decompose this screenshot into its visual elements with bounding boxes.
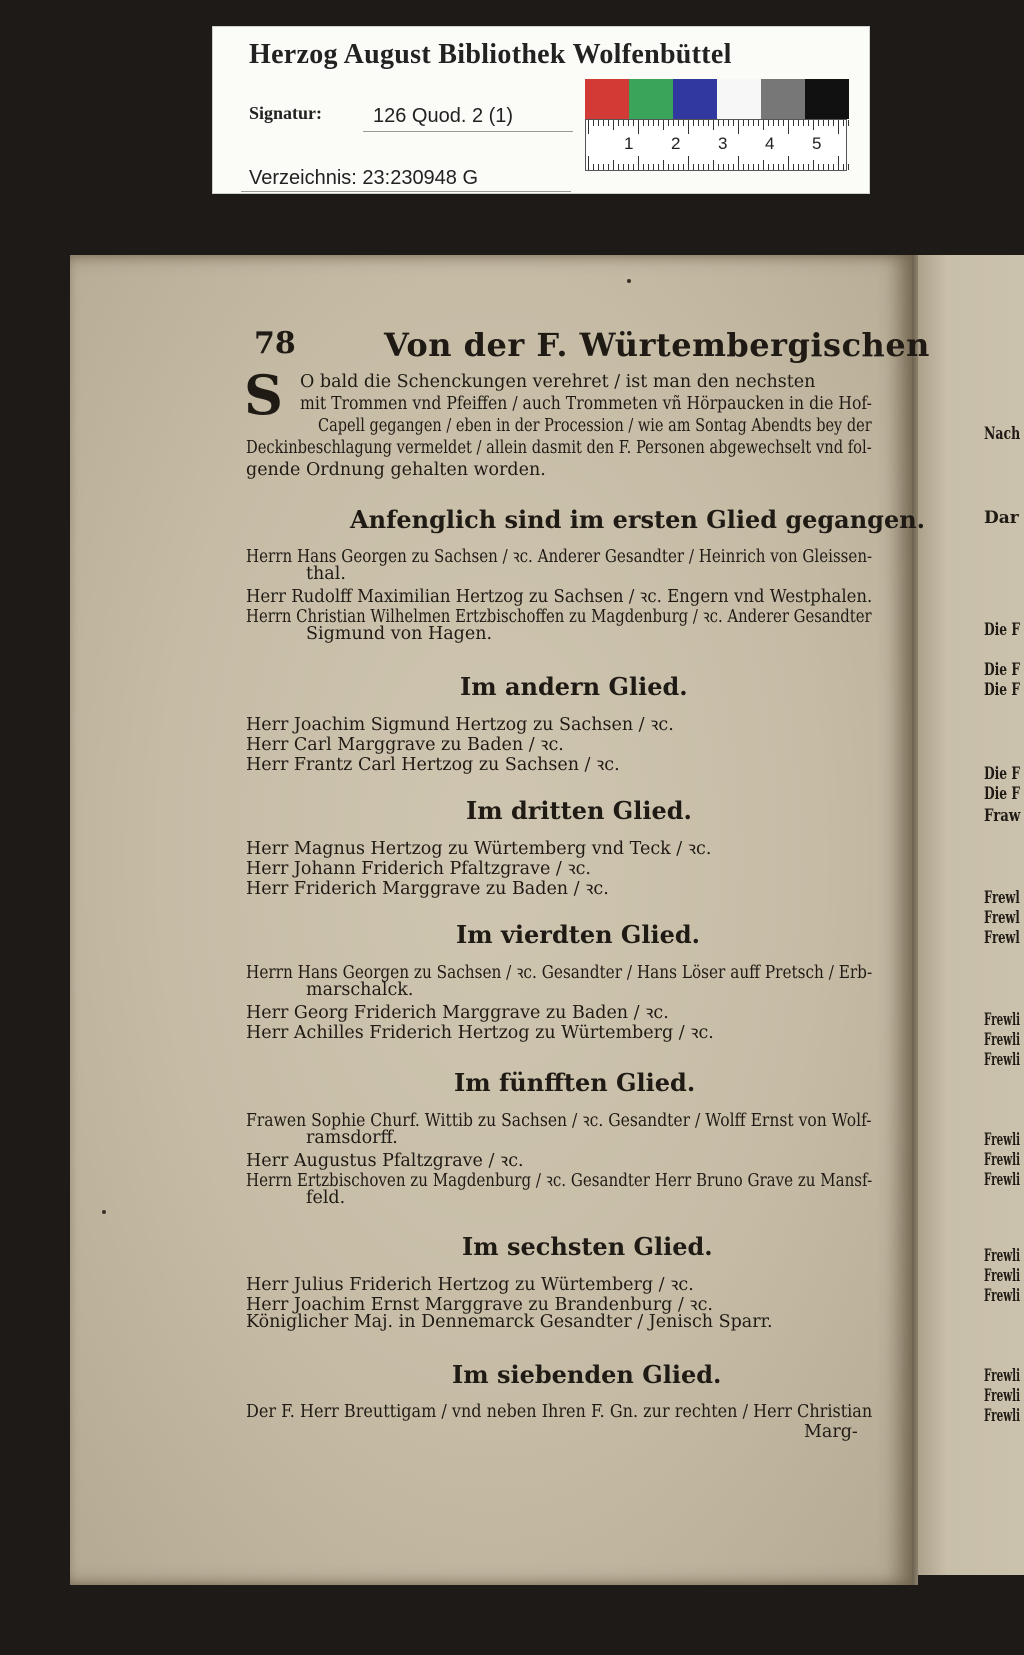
right-page-fragment: Die F bbox=[984, 620, 1021, 640]
right-page-fragment: Frewli bbox=[984, 1030, 1021, 1050]
ruler-tick bbox=[603, 120, 604, 126]
right-page-fragment: Frewli bbox=[984, 1266, 1021, 1286]
ruler-tick bbox=[608, 164, 609, 170]
right-page-fragment: Frewli bbox=[984, 1010, 1021, 1030]
right-page-fragment: Die F bbox=[984, 680, 1021, 700]
ruler-tick bbox=[658, 164, 659, 170]
ruler-tick bbox=[673, 120, 674, 126]
signatur-label: Signatur: bbox=[249, 103, 323, 123]
ruler-tick bbox=[638, 120, 639, 134]
ruler-tick bbox=[588, 156, 589, 170]
ruler-tick bbox=[738, 120, 739, 134]
ruler-tick bbox=[743, 164, 744, 170]
ruler-tick bbox=[648, 164, 649, 170]
ruler-tick bbox=[643, 120, 644, 126]
right-page-fragment: Frewl bbox=[984, 908, 1020, 928]
ruler-tick bbox=[593, 164, 594, 170]
ruler-tick bbox=[728, 164, 729, 170]
ruler-tick bbox=[788, 120, 789, 134]
ruler-tick bbox=[613, 160, 614, 170]
ruler-tick bbox=[588, 120, 589, 134]
color-swatch bbox=[717, 79, 761, 119]
ruler-tick bbox=[808, 164, 809, 170]
ruler-tick bbox=[763, 120, 764, 130]
ruler-tick bbox=[768, 164, 769, 170]
ruler-tick bbox=[703, 164, 704, 170]
ruler-tick bbox=[608, 120, 609, 126]
ruler-tick bbox=[758, 120, 759, 126]
color-swatch bbox=[761, 79, 805, 119]
ruler-tick bbox=[848, 120, 849, 126]
right-page-fragment: Frewli bbox=[984, 1050, 1021, 1070]
right-page-fragment: Frewli bbox=[984, 1170, 1021, 1190]
procession-entry: Herr Augustus Pfaltzgrave / ꝛc. bbox=[246, 1151, 524, 1171]
ruler-tick bbox=[643, 164, 644, 170]
ruler-number: 3 bbox=[718, 134, 728, 153]
ruler-tick bbox=[718, 120, 719, 126]
right-page-fragment: Frewli bbox=[984, 1246, 1021, 1266]
paper-speck bbox=[627, 279, 631, 283]
right-page-fragment: Nach bbox=[984, 424, 1021, 444]
verzeichnis-value: Verzeichnis: 23:230948 G bbox=[249, 167, 479, 189]
ruler-tick bbox=[623, 120, 624, 126]
ruler-tick bbox=[783, 164, 784, 170]
ruler-tick bbox=[708, 120, 709, 126]
procession-entry: Herr Achilles Friderich Hertzog zu Würtemberg / ꝛc. bbox=[246, 1023, 714, 1043]
ruler-tick bbox=[693, 164, 694, 170]
ruler-tick bbox=[668, 164, 669, 170]
right-page-fragment: Die F bbox=[984, 660, 1021, 680]
procession-entry: Marg- bbox=[804, 1422, 858, 1442]
ruler-tick bbox=[748, 120, 749, 126]
section-heading: Im vierdten Glied. bbox=[456, 920, 701, 949]
ruler-tick bbox=[833, 164, 834, 170]
ruler-tick bbox=[638, 156, 639, 170]
color-calibration-chart bbox=[585, 79, 847, 171]
section-heading: Im sechsten Glied. bbox=[462, 1232, 713, 1261]
ruler-number: 4 bbox=[765, 134, 775, 153]
procession-entry: Herr Frantz Carl Hertzog zu Sachsen / ꝛc. bbox=[246, 755, 620, 775]
procession-entry: Der F. Herr Breuttigam / vnd neben Ihren F. Gn. zur rechten / Herr Christian bbox=[246, 1402, 873, 1422]
procession-entry: Herr Joachim Sigmund Hertzog zu Sachsen / ꝛc. bbox=[246, 715, 674, 735]
library-label-card bbox=[212, 26, 870, 194]
intro-line: O bald die Schenckungen verehret / ist man den nechsten bbox=[300, 372, 816, 392]
section-heading: Im fünfften Glied. bbox=[454, 1068, 696, 1097]
ruler-tick bbox=[633, 164, 634, 170]
ruler-tick bbox=[623, 164, 624, 170]
ruler-tick bbox=[633, 120, 634, 126]
procession-entry: Herrn Hans Georgen zu Sachsen / ꝛc. Anderer Gesandter / Heinrich von Gleissen- bbox=[246, 547, 873, 567]
ruler-tick bbox=[843, 164, 844, 170]
ruler-tick bbox=[713, 160, 714, 170]
procession-entry: Herr Joachim Ernst Marggrave zu Brandenburg / ꝛc. bbox=[246, 1295, 713, 1315]
ruler-tick bbox=[753, 164, 754, 170]
ruler-tick bbox=[688, 120, 689, 134]
ruler-tick bbox=[803, 164, 804, 170]
procession-entry: ramsdorff. bbox=[306, 1128, 398, 1148]
ruler-tick bbox=[793, 120, 794, 126]
ruler-tick bbox=[763, 160, 764, 170]
right-page-fragment: Frewli bbox=[984, 1366, 1021, 1386]
ruler-tick bbox=[733, 164, 734, 170]
right-page-fragment: Frewli bbox=[984, 1150, 1021, 1170]
ruler-tick bbox=[628, 120, 629, 126]
ruler-tick bbox=[598, 120, 599, 126]
ruler-number: 5 bbox=[812, 134, 822, 153]
ruler-tick bbox=[798, 164, 799, 170]
ruler-tick bbox=[833, 120, 834, 126]
right-page-fragment: Die F bbox=[984, 764, 1021, 784]
ruler-tick bbox=[803, 120, 804, 126]
procession-entry: marschalck. bbox=[306, 980, 414, 1000]
ruler-tick bbox=[688, 156, 689, 170]
ruler-tick bbox=[598, 164, 599, 170]
right-page-fragment: Frewl bbox=[984, 888, 1020, 908]
procession-entry: Herr Georg Friderich Marggrave zu Baden / ꝛc. bbox=[246, 1003, 669, 1023]
right-page-fragment: Die F bbox=[984, 784, 1021, 804]
ruler-tick bbox=[698, 164, 699, 170]
ruler-tick bbox=[823, 164, 824, 170]
ruler-tick bbox=[648, 120, 649, 126]
ruler-tick bbox=[838, 156, 839, 170]
ruler-tick bbox=[683, 120, 684, 126]
ruler-tick bbox=[798, 120, 799, 126]
ruler-tick bbox=[618, 164, 619, 170]
ruler-tick bbox=[678, 164, 679, 170]
right-page-fragment: Frewli bbox=[984, 1130, 1021, 1150]
ruler-tick bbox=[788, 156, 789, 170]
procession-entry: Herr Carl Marggrave zu Baden / ꝛc. bbox=[246, 735, 564, 755]
page-number: 78 bbox=[254, 326, 296, 361]
verzeichnis-underline bbox=[241, 191, 571, 192]
ruler-tick bbox=[663, 120, 664, 130]
procession-entry: Herrn Ertzbischoven zu Magdenburg / ꝛc. Gesandter Herr Bruno Grave zu Mansf- bbox=[246, 1171, 873, 1191]
procession-entry: Herr Rudolff Maximilian Hertzog zu Sachsen / ꝛc. Engern vnd Westphalen. bbox=[246, 587, 873, 607]
right-page-fragment: Frewli bbox=[984, 1386, 1021, 1406]
ruler-tick bbox=[753, 120, 754, 126]
intro-line: Capell gegangen / eben in der Procession / wie am Sontag Abendts bey der bbox=[318, 416, 872, 436]
ruler-tick bbox=[673, 164, 674, 170]
ruler-number: 1 bbox=[624, 134, 634, 153]
ruler-tick bbox=[828, 164, 829, 170]
intro-line: Deckinbeschlagung vermeldet / allein dasmit den F. Personen abgewechselt vnd fol- bbox=[246, 438, 872, 458]
ruler-tick bbox=[818, 164, 819, 170]
procession-entry: thal. bbox=[306, 564, 346, 584]
intro-line: mit Trommen vnd Pfeiffen / auch Trommeten vñ Hörpaucken in die Hof- bbox=[300, 394, 872, 414]
procession-entry: feld. bbox=[306, 1188, 346, 1208]
ruler-tick bbox=[843, 120, 844, 126]
scale-ruler bbox=[585, 119, 847, 171]
procession-entry: Herr Friderich Marggrave zu Baden / ꝛc. bbox=[246, 879, 609, 899]
ruler-tick bbox=[748, 164, 749, 170]
procession-entry: Herr Johann Friderich Pfaltzgrave / ꝛc. bbox=[246, 859, 591, 879]
right-page-fragment: Fraw bbox=[984, 806, 1021, 826]
paper-speck bbox=[102, 1210, 106, 1214]
right-page-fragment: Frewli bbox=[984, 1406, 1021, 1426]
ruler-tick bbox=[768, 120, 769, 126]
library-name: Herzog August Bibliothek Wolfenbüttel bbox=[249, 39, 732, 70]
ruler-tick bbox=[613, 120, 614, 130]
color-swatch bbox=[805, 79, 849, 119]
ruler-tick bbox=[848, 164, 849, 170]
procession-entry: Sigmund von Hagen. bbox=[306, 624, 493, 644]
ruler-tick bbox=[728, 120, 729, 126]
ruler-tick bbox=[703, 120, 704, 126]
ruler-tick bbox=[683, 164, 684, 170]
ruler-tick bbox=[818, 120, 819, 126]
ruler-tick bbox=[678, 120, 679, 126]
color-swatch bbox=[673, 79, 717, 119]
ruler-tick bbox=[813, 120, 814, 130]
ruler-tick bbox=[653, 164, 654, 170]
ruler-tick bbox=[658, 120, 659, 126]
ruler-tick bbox=[693, 120, 694, 126]
ruler-tick bbox=[738, 156, 739, 170]
signatur-underline bbox=[363, 131, 573, 132]
ruler-tick bbox=[808, 120, 809, 126]
procession-entry: Königlicher Maj. in Dennemarck Gesandter / Jenisch Sparr. bbox=[246, 1312, 773, 1332]
ruler-number: 2 bbox=[671, 134, 681, 153]
ruler-tick bbox=[713, 120, 714, 130]
ruler-tick bbox=[778, 164, 779, 170]
section-heading: Im andern Glied. bbox=[460, 672, 688, 701]
ruler-tick bbox=[838, 120, 839, 134]
section-heading: Im dritten Glied. bbox=[466, 796, 692, 825]
color-swatch bbox=[629, 79, 673, 119]
ruler-tick bbox=[828, 120, 829, 126]
ruler-tick bbox=[663, 160, 664, 170]
ruler-tick bbox=[758, 164, 759, 170]
right-page-fragment: Dar bbox=[984, 508, 1019, 528]
ruler-tick bbox=[783, 120, 784, 126]
ruler-tick bbox=[743, 120, 744, 126]
ruler-tick bbox=[793, 164, 794, 170]
procession-entry: Frawen Sophie Churf. Wittib zu Sachsen / ꝛc. Gesandter / Wolff Ernst von Wolf- bbox=[246, 1111, 872, 1131]
ruler-tick bbox=[593, 120, 594, 126]
ruler-tick bbox=[823, 120, 824, 126]
right-page-fragment: Frewli bbox=[984, 1286, 1021, 1306]
color-swatch bbox=[585, 79, 629, 119]
procession-entry: Herr Magnus Hertzog zu Würtemberg vnd Teck / ꝛc. bbox=[246, 839, 712, 859]
ruler-tick bbox=[773, 164, 774, 170]
ruler-tick bbox=[718, 164, 719, 170]
ruler-tick bbox=[698, 120, 699, 126]
ruler-tick bbox=[733, 120, 734, 126]
section-heading: Im siebenden Glied. bbox=[452, 1360, 722, 1389]
drop-cap: S bbox=[244, 363, 283, 427]
ruler-tick bbox=[773, 120, 774, 126]
ruler-tick bbox=[723, 164, 724, 170]
ruler-tick bbox=[628, 164, 629, 170]
ruler-tick bbox=[723, 120, 724, 126]
ruler-tick bbox=[708, 164, 709, 170]
ruler-tick bbox=[618, 120, 619, 126]
intro-line: gende Ordnung gehalten worden. bbox=[246, 460, 546, 480]
signatur-value: 126 Quod. 2 (1) bbox=[373, 105, 514, 127]
ruler-tick bbox=[778, 120, 779, 126]
ruler-tick bbox=[603, 164, 604, 170]
ruler-tick bbox=[813, 160, 814, 170]
right-page-fragment: Frewl bbox=[984, 928, 1020, 948]
procession-entry: Herrn Hans Georgen zu Sachsen / ꝛc. Gesandter / Hans Löser auff Pretsch / Erb- bbox=[246, 963, 873, 983]
procession-entry: Herrn Christian Wilhelmen Ertzbischoffen zu Magdenburg / ꝛc. Anderer Gesandter bbox=[246, 607, 872, 627]
ruler-tick bbox=[668, 120, 669, 126]
section-heading: Anfenglich sind im ersten Glied gegangen. bbox=[350, 505, 926, 534]
running-head: Von der F. Würtembergischen bbox=[384, 326, 930, 364]
ruler-tick bbox=[653, 120, 654, 126]
procession-entry: Herr Julius Friderich Hertzog zu Würtemberg / ꝛc. bbox=[246, 1275, 694, 1295]
